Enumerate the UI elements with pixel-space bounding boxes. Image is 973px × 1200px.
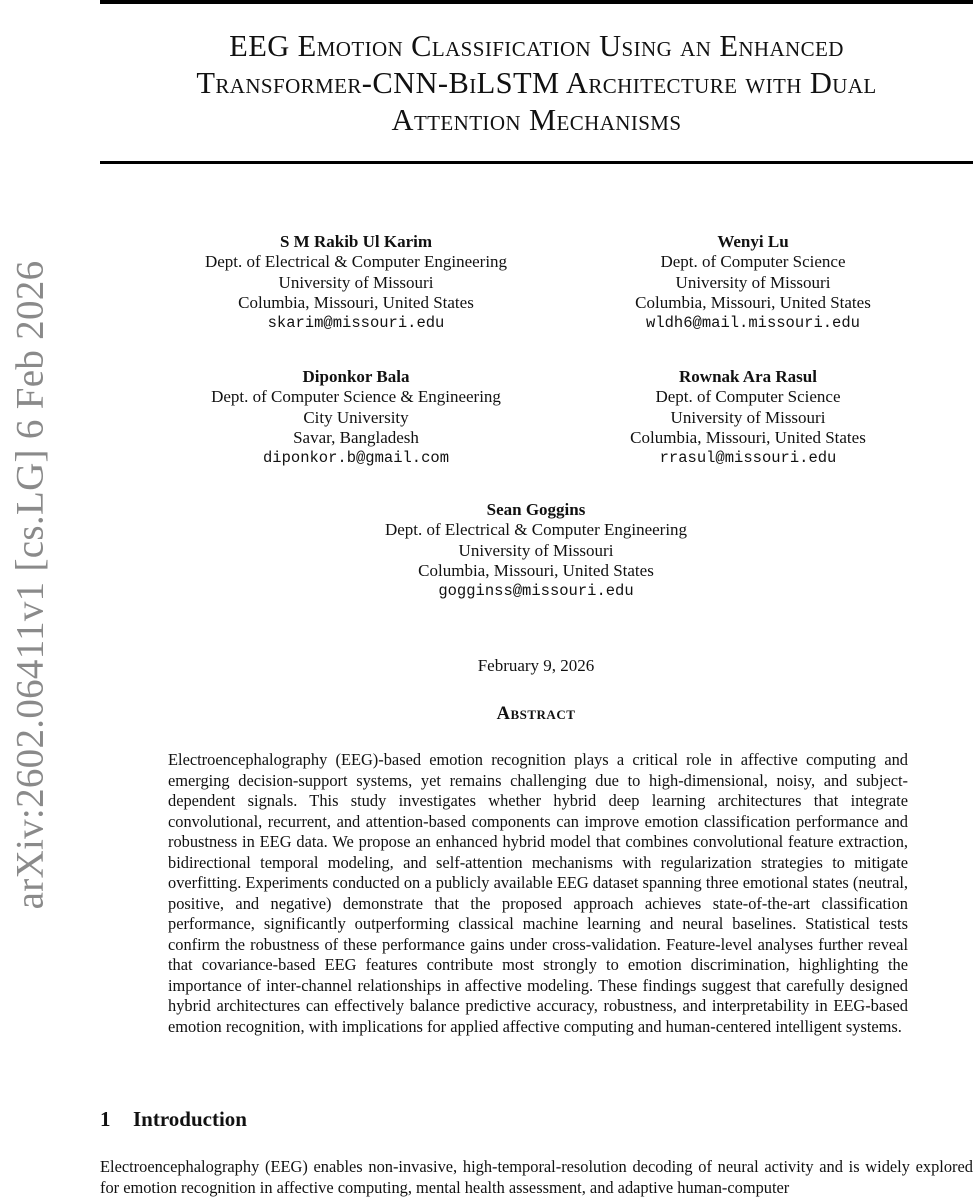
author-email: rrasul@missouri.edu: [659, 449, 837, 468]
author-block: [588, 232, 918, 333]
section-heading: [100, 1107, 247, 1132]
author-name: Diponkor Bala: [302, 367, 410, 386]
abstract-text: Electroencephalography (EEG)-based emotion recognition plays a critical role in affective computing and emerging decision-support systems, yet remains challenging due to high-dimensional, noisy, and subject-dependent signals. This study investigates whether hybrid deep learning architectures that integrate convolutional, recurrent, and attention-based components can improve emotion classification performance and robustness in EEG data. We propose an enhanced hybrid model that combines convolutional feature extraction, bidirectional temporal modeling, and self-attention mechanisms with regularization strategies to mitigate overfitting. Experiments conducted on a publicly available EEG dataset spanning three emotional states (neutral, positive, and negative) demonstrate that the proposed approach achieves state-of-the-art classification performance, significantly outperforming classical machine learning and neural baselines. Statistical tests confirm the robustness of these performance gains under cross-validation. Feature-level analyses further reveal that covariance-based EEG features contribute most strongly to emotion discrimination, highlighting the importance of inter-channel relationships in affective modeling. These findings suggest that carefully designed hybrid architectures can effectively balance predictive accuracy, robustness, and interpretability in EEG-based emotion recognition, with implications for applied affective computing and human-centered intelligent systems.: [168, 750, 908, 1036]
title-line: Transformer-CNN-BiLSTM Architecture with Dual: [196, 66, 877, 100]
publication-date: February 9, 2026: [477, 656, 595, 675]
author-email: wldh6@mail.missouri.edu: [646, 314, 860, 333]
author-location: Savar, Bangladesh: [293, 427, 419, 447]
intro-paragraph: Electroencephalography (EEG) enables non-invasive, high-temporal-resolution decoding of neural activity and is widely explored for emotion recognition in affective computing, mental health assessment, and adaptive human-computer: [100, 1157, 973, 1197]
author-institution: City University: [303, 407, 409, 427]
title-line: EEG Emotion Classification Using an Enhanced: [229, 29, 844, 63]
author-email: gogginss@missouri.edu: [438, 582, 634, 601]
author-dept: Dept. of Electrical & Computer Engineering: [384, 520, 688, 540]
author-dept: Dept. of Computer Science & Engineering: [211, 387, 501, 407]
section-title: Introduction: [133, 1107, 247, 1131]
author-name: Wenyi Lu: [717, 232, 789, 251]
author-email: diponkor.b@gmail.com: [262, 449, 450, 468]
author-location: Columbia, Missouri, United States: [635, 292, 871, 312]
author-institution: University of Missouri: [675, 272, 831, 292]
section-number: 1: [100, 1107, 111, 1131]
author-location: Columbia, Missouri, United States: [630, 427, 866, 447]
author-institution: University of Missouri: [278, 272, 434, 292]
abstract-heading: Abstract: [496, 704, 576, 724]
author-name: S M Rakib Ul Karim: [279, 232, 433, 251]
author-location: Columbia, Missouri, United States: [418, 560, 654, 580]
author-dept: Dept. of Electrical & Computer Engineering: [204, 252, 508, 272]
title-line: Attention Mechanisms: [391, 103, 682, 137]
top-rule: [100, 0, 973, 4]
author-block: [336, 500, 736, 601]
title-bottom-rule: [100, 161, 973, 164]
author-dept: Dept. of Computer Science: [660, 252, 846, 272]
author-email: skarim@missouri.edu: [267, 314, 445, 333]
paper-title: [100, 28, 973, 139]
author-block: [588, 367, 908, 468]
author-name: Rownak Ara Rasul: [679, 367, 817, 386]
author-name: Sean Goggins: [486, 500, 586, 519]
arxiv-identifier: arXiv:2602.06411v1 [cs.LG] 6 Feb 2026: [8, 260, 52, 910]
author-dept: Dept. of Computer Science: [655, 387, 841, 407]
author-location: Columbia, Missouri, United States: [238, 292, 474, 312]
author-institution: University of Missouri: [670, 407, 826, 427]
author-block: [171, 367, 541, 468]
author-institution: University of Missouri: [458, 540, 614, 560]
author-block: [171, 232, 541, 333]
